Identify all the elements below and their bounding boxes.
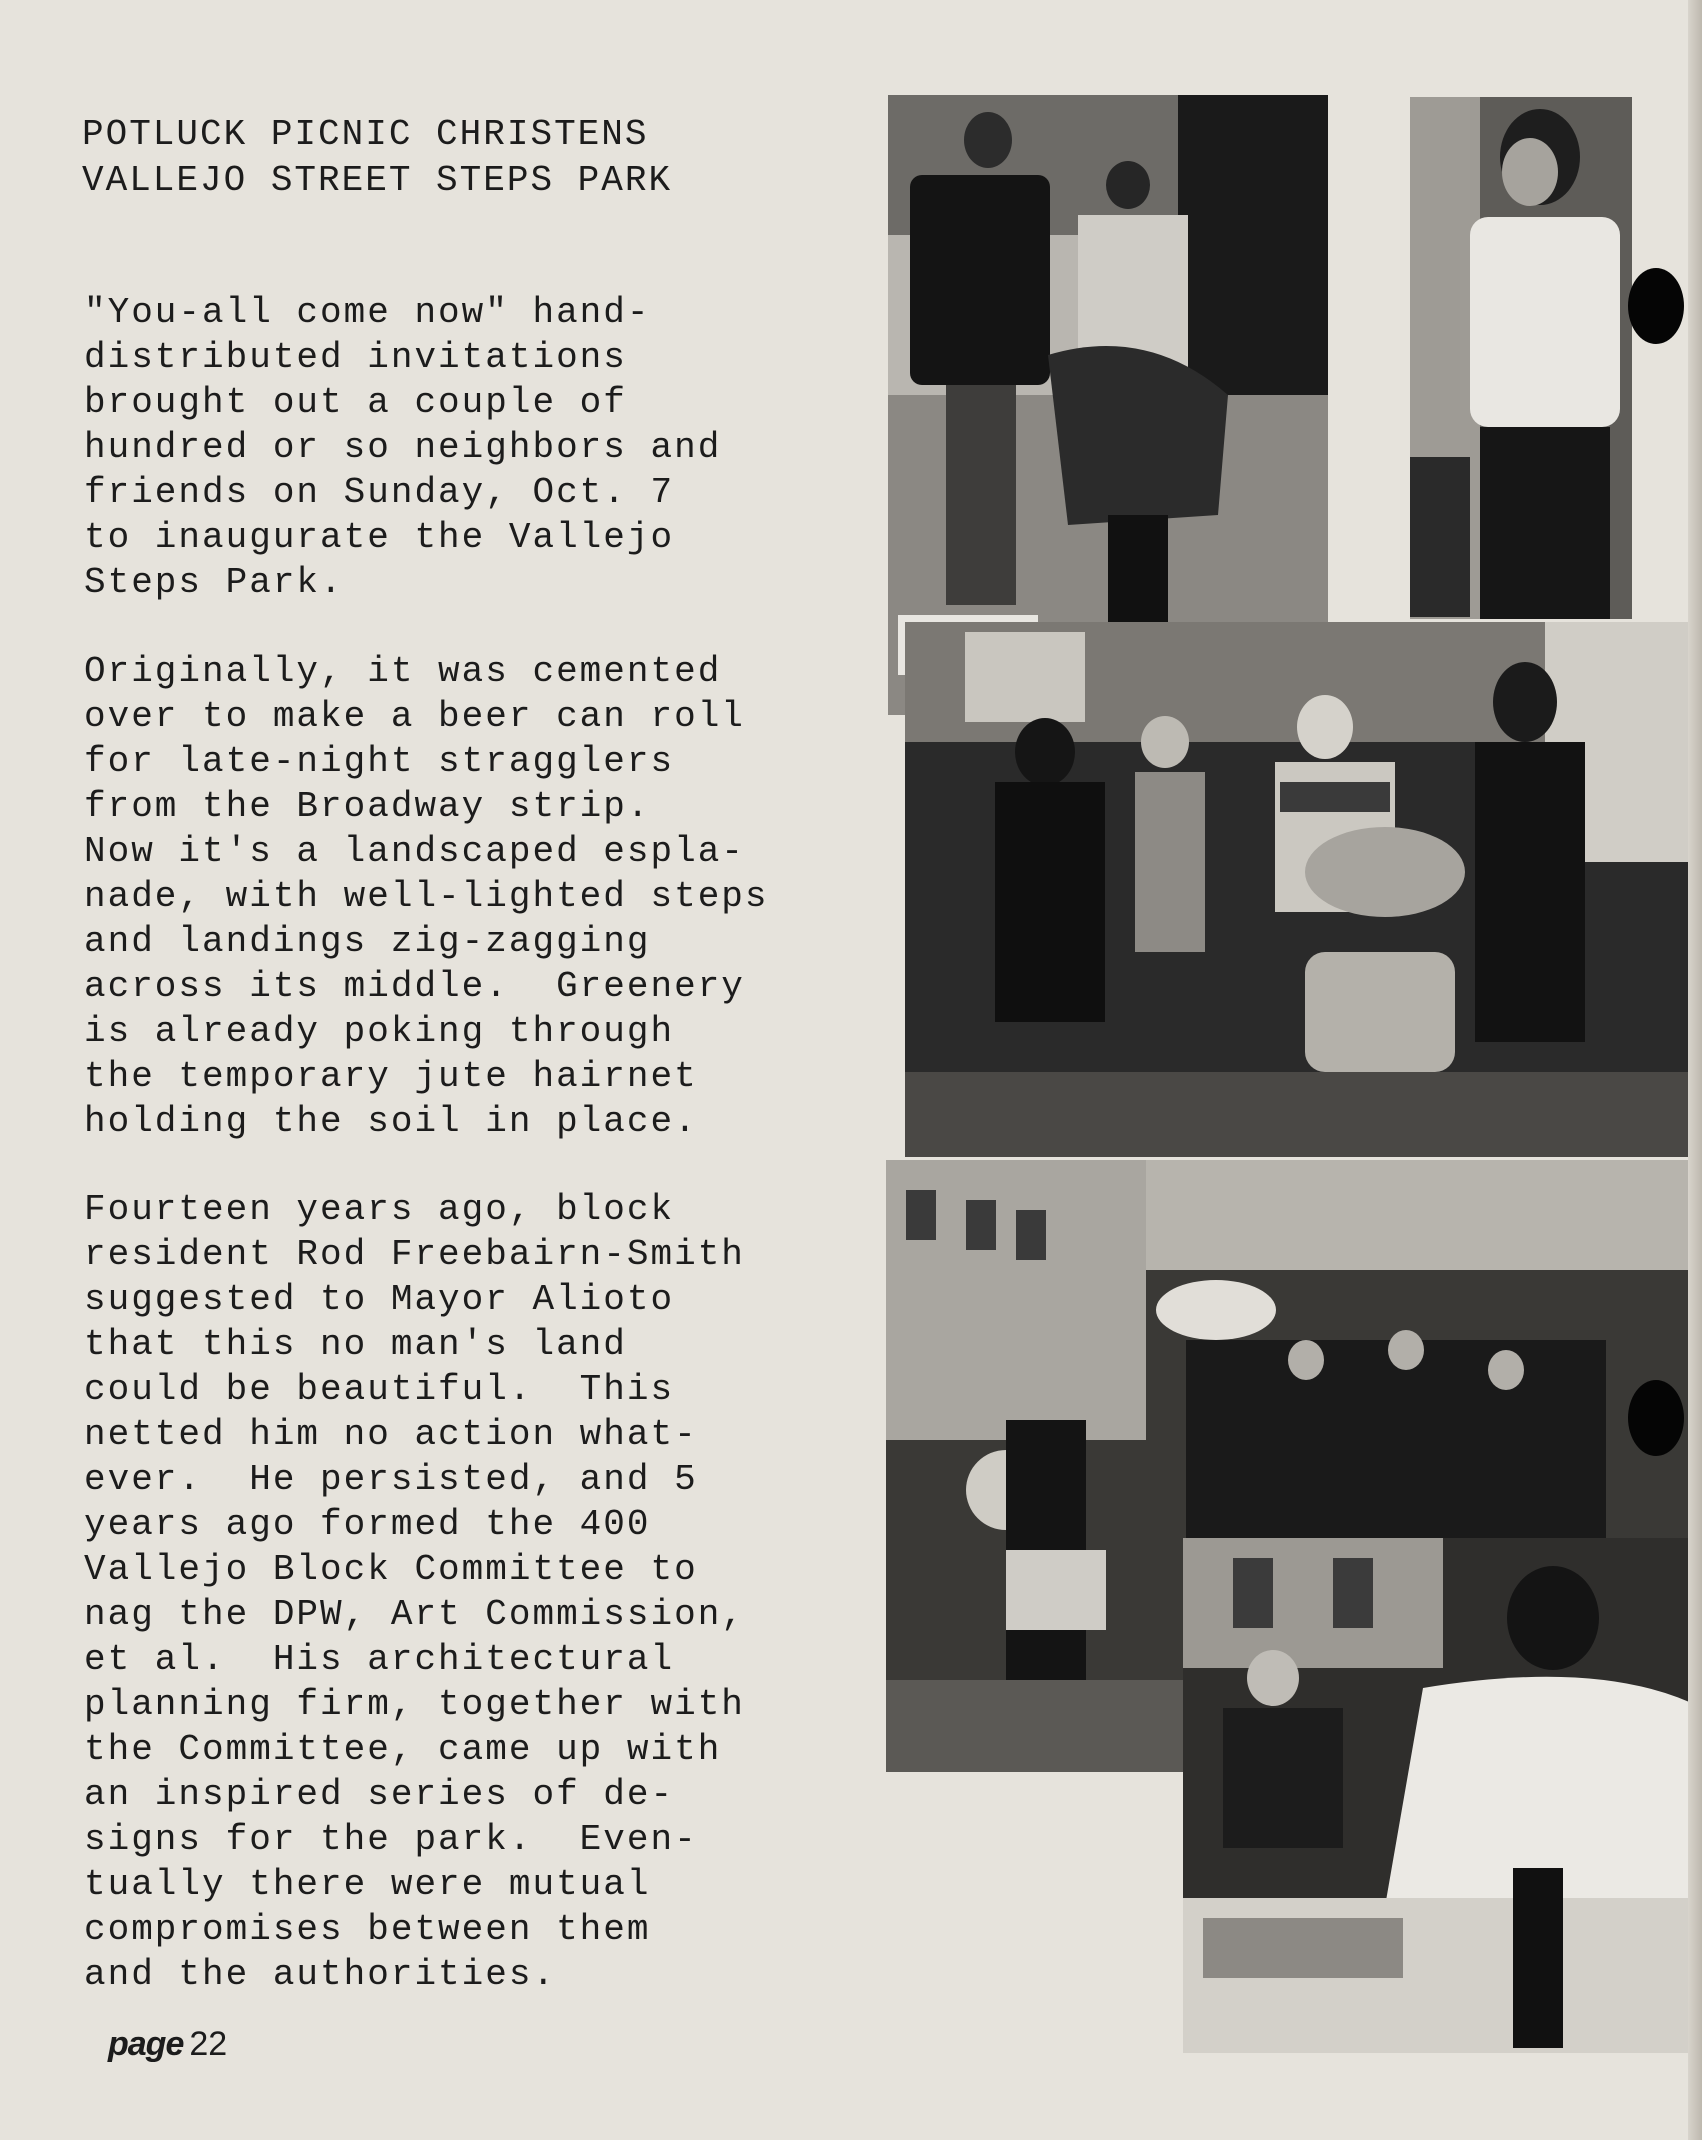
title-line: VALLEJO STREET STEPS PARK — [82, 160, 673, 201]
text-line: and landings zig-zagging — [84, 921, 651, 962]
binder-hole — [1628, 268, 1684, 344]
photo-man-in-white-shirt — [1410, 97, 1632, 619]
text-line: over to make a beer can roll — [84, 696, 745, 737]
article-title — [82, 112, 842, 204]
article-paragraph — [84, 649, 884, 1144]
text-line: for late-night stragglers — [84, 741, 675, 782]
text-line: that this no man's land — [84, 1324, 627, 1365]
text-line: friends on Sunday, Oct. 7 — [84, 472, 675, 513]
text-line: years ago formed the 400 — [84, 1504, 651, 1545]
text-line: from the Broadway strip. — [84, 786, 651, 827]
text-line: ever. He persisted, and 5 — [84, 1459, 698, 1500]
text-line: nade, with well-lighted steps — [84, 876, 769, 917]
text-line: could be beautiful. This — [84, 1369, 675, 1410]
page-number: 22 — [189, 2025, 228, 2063]
article-paragraph — [84, 1187, 884, 1997]
page-footer — [108, 2024, 227, 2067]
text-line: suggested to Mayor Alioto — [84, 1279, 675, 1320]
photo-illustration — [1410, 97, 1632, 619]
photo-man-serving-food — [1183, 1538, 1702, 2053]
binder-hole — [1628, 1380, 1684, 1456]
text-line: Now it's a landscaped espla- — [84, 831, 745, 872]
text-line: brought out a couple of — [84, 382, 627, 423]
text-line: the Committee, came up with — [84, 1729, 722, 1770]
article-paragraph — [84, 290, 884, 605]
text-line: Originally, it was cemented — [84, 651, 722, 692]
text-line: resident Rod Freebairn-Smith — [84, 1234, 745, 1275]
text-line: to inaugurate the Vallejo — [84, 517, 675, 558]
text-line: "You-all come now" hand- — [84, 292, 651, 333]
text-line: nag the DPW, Art Commission, — [84, 1594, 745, 1635]
text-line: and the authorities. — [84, 1954, 557, 1995]
text-line: Vallejo Block Committee to — [84, 1549, 698, 1590]
text-line: signs for the park. Even- — [84, 1819, 698, 1860]
photo-illustration — [905, 622, 1695, 1157]
text-line: netted him no action what- — [84, 1414, 698, 1455]
text-line: an inspired series of de- — [84, 1774, 675, 1815]
page-edge-shadow — [1688, 0, 1702, 2140]
photo-crowd-with-flowers — [905, 622, 1695, 1157]
text-line: Fourteen years ago, block — [84, 1189, 675, 1230]
text-line: et al. His architectural — [84, 1639, 675, 1680]
text-line: planning firm, together with — [84, 1684, 745, 1725]
photo-illustration — [1183, 1538, 1702, 2053]
page-label: page — [108, 2025, 184, 2063]
text-line: distributed invitations — [84, 337, 627, 378]
text-line: the temporary jute hairnet — [84, 1056, 698, 1097]
text-line: hundred or so neighbors and — [84, 427, 722, 468]
text-line: tually there were mutual — [84, 1864, 651, 1905]
text-line: compromises between them — [84, 1909, 651, 1950]
text-line: holding the soil in place. — [84, 1101, 698, 1142]
title-line: POTLUCK PICNIC CHRISTENS — [82, 114, 649, 155]
text-line: across its middle. Greenery — [84, 966, 745, 1007]
text-line: Steps Park. — [84, 562, 344, 603]
text-line: is already poking through — [84, 1011, 675, 1052]
